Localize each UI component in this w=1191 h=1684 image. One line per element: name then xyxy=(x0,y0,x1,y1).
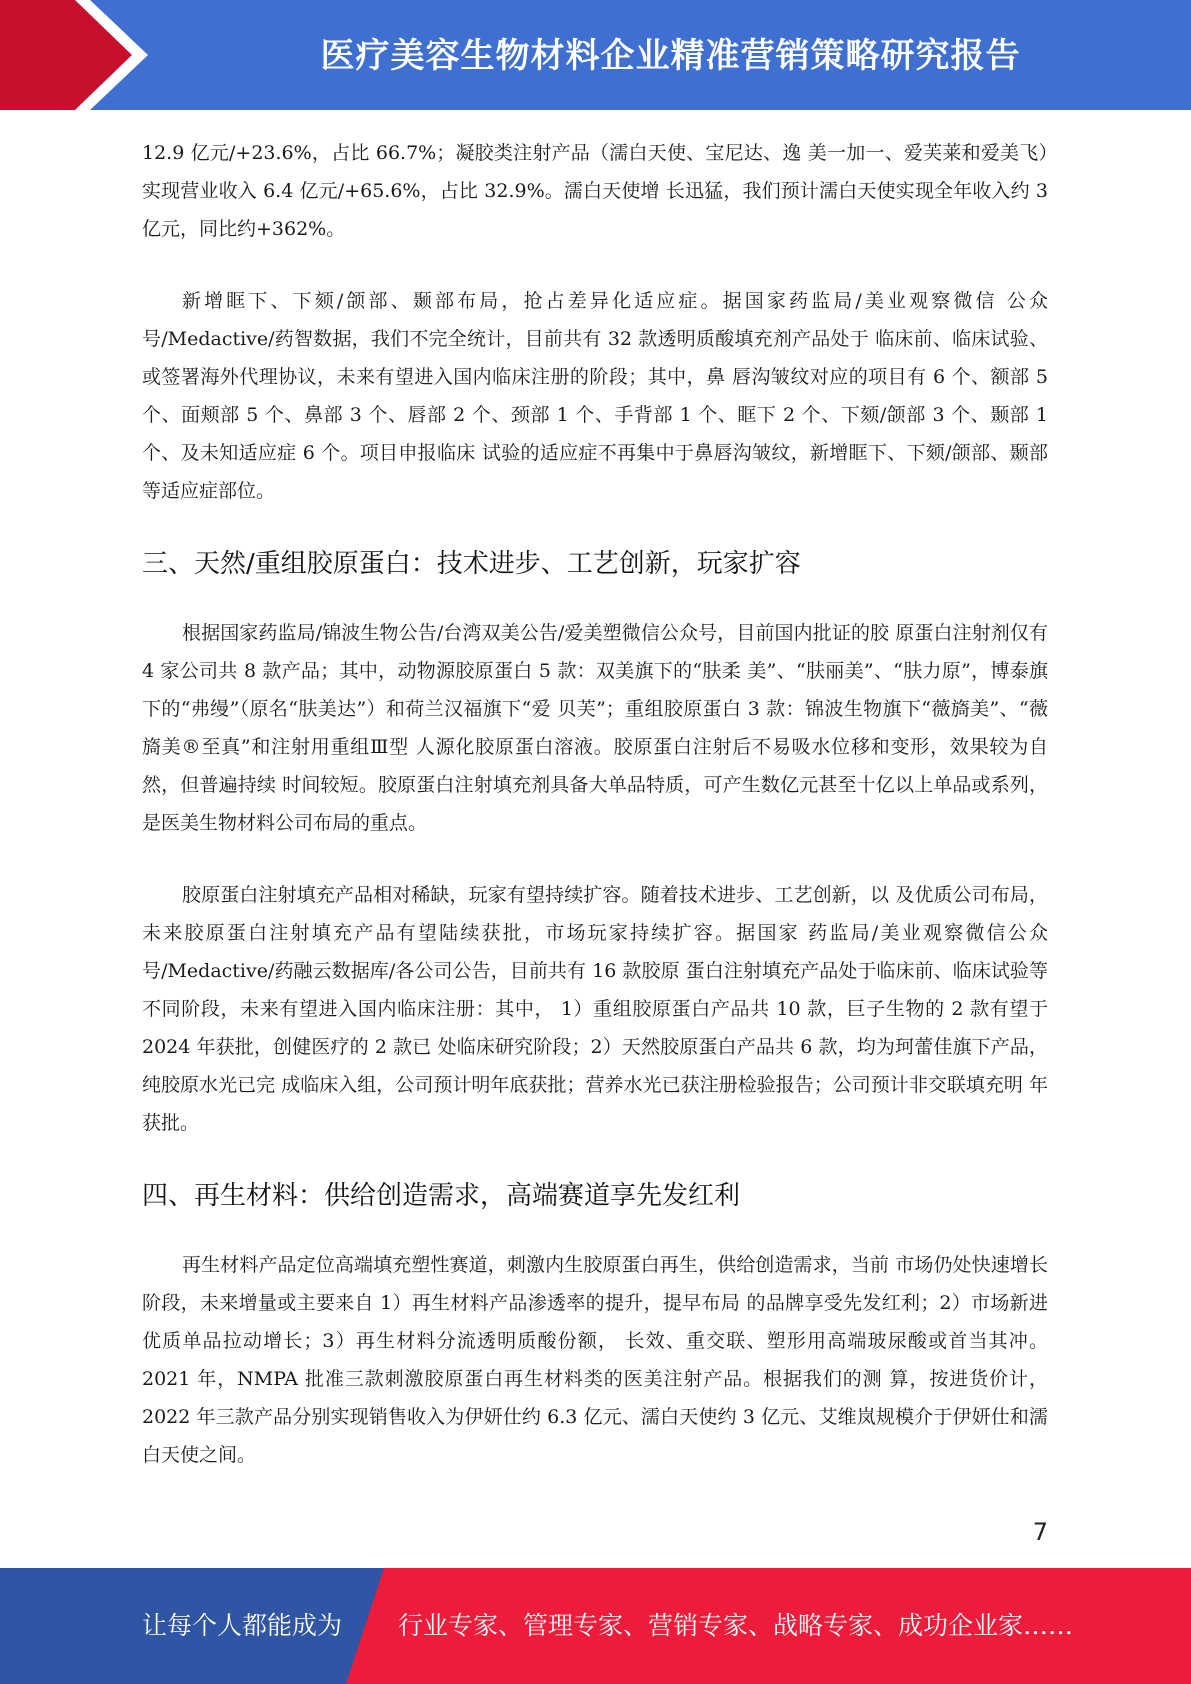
paragraph-new-indications: 新增眶下、下颏/颌部、颞部布局，抢占差异化适应症。据国家药监局/美业观察微信 公众号/Medactive/药智数据，我们不完全统计，目前共有 32 款透明质酸填充剂产品处于 临床前、临床试验、或签署海外代理协议，未来有望进入国内临床注册的阶段；其中，鼻 唇沟皱纹对应的项目有 6 个、额部 5 个、面颊部 5 个、鼻部 3 个、唇部 2 个、颈部 1 个、手背部 1 个、眶下 2 个、下颏/颌部 3 个、颞部 1 个、及未知适应症 6 个。项目申报临床 试验的适应症不再集中于鼻唇沟皱纹，新增眶下、下颏/颌部、颞部等适应症部位。 xyxy=(142,290,1048,502)
paragraph-hyaluronic-revenue: 12.9 亿元/+23.6%，占比 66.7%；凝胶类注射产品（濡白天使、宝尼达、逸 美一加一、爱芙莱和爱美飞）实现营业收入 6.4 亿元/+65.6%，占比 32.9%。濡白天使增 长迅猛，我们预计濡白天使实现全年收入约 3 亿元，同比约+362%。 xyxy=(142,142,1048,240)
report-title: 医疗美容生物材料企业精准营销策略研究报告 xyxy=(320,36,1021,76)
page-header xyxy=(0,0,1191,110)
footer-slogan-right: 行业专家、管理专家、营销专家、战略专家、成功企业家…… xyxy=(398,1611,1074,1640)
page-footer xyxy=(0,1568,1191,1684)
header-red-arrow-icon xyxy=(0,0,150,110)
page-number: 7 xyxy=(1032,1518,1048,1546)
footer-slogan-left: 让每个人都能成为 xyxy=(142,1611,343,1640)
paragraph-collagen-pipeline: 胶原蛋白注射填充产品相对稀缺，玩家有望持续扩容。随着技术进步、工艺创新，以 及优质公司布局，未来胶原蛋白注射填充产品有望陆续获批，市场玩家持续扩容。据国家 药监局/美业观察微信公众号/Medactive/药融云数据库/各公司公告，目前共有 16 款胶原 蛋白注射填充产品处于临床前、临床试验等不同阶段，未来有望进入国内临床注册：其中， 1）重组胶原蛋白产品共 10 款，巨子生物的 2 款有望于 2024 年获批，创健医疗的 2 款已 处临床研究阶段；2）天然胶原蛋白产品共 6 款，均为珂蕾佳旗下产品，纯胶原水光已完 成临床入组，公司预计明年底获批；营养水光已获注册检验报告；公司预计非交联填充明 年获批。 xyxy=(142,884,1048,1134)
paragraph-collagen-approved: 根据国家药监局/锦波生物公告/台湾双美公告/爱美塑微信公众号，目前国内批证的胶 原蛋白注射剂仅有 4 家公司共 8 款产品；其中，动物源胶原蛋白 5 款：双美旗下的“肤柔 美”、“肤丽美”、“肤力原”，博泰旗下的“弗缦”（原名“肤美达”）和荷兰汉福旗下“爱 贝芙”；重组胶原蛋白 3 款：锦波生物旗下“薇旖美”、“薇旖美®至真”和注射用重组Ⅲ型 人源化胶原蛋白溶液。胶原蛋白注射后不易吸水位移和变形，效果较为自然，但普遍持续 时间较短。胶原蛋白注射填充剂具备大单品特质，可产生数亿元甚至十亿以上单品或系列， 是医美生物材料公司布局的重点。 xyxy=(142,622,1048,834)
paragraph-regenerative-materials: 再生材料产品定位高端填充塑性赛道，刺激内生胶原蛋白再生，供给创造需求，当前 市场仍处快速增长阶段，未来增量或主要来自 1）再生材料产品渗透率的提升，提早布局 的品牌享受先发红利；2）市场新进优质单品拉动增长；3）再生材料分流透明质酸份额， 长效、重交联、塑形用高端玻尿酸或首当其冲。 2021 年，NMPA 批准三款刺激胶原蛋白再生材料类的医美注射产品。根据我们的测 算，按进货价计，2022 年三款产品分别实现销售收入为伊妍仕约 6.3 亿元、濡白天使约 3 亿元、艾维岚规模介于伊妍仕和濡白天使之间。 xyxy=(142,1254,1048,1466)
section-heading-collagen: 三、天然/重组胶原蛋白：技术进步、工艺创新，玩家扩容 xyxy=(142,549,801,579)
section-heading-regenerative: 四、再生材料：供给创造需求，高端赛道享先发红利 xyxy=(142,1181,741,1211)
page-content xyxy=(142,134,1048,1508)
